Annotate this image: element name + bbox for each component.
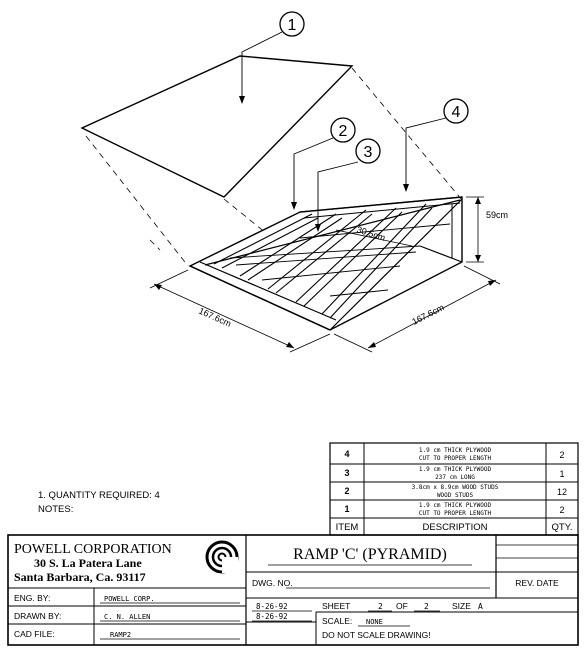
rev-date-label: REV. DATE <box>515 578 559 588</box>
dwg-no-label: DWG. NO. <box>252 578 293 588</box>
date-2: 8-26-92 <box>256 612 288 621</box>
eng-by-label: ENG. BY: <box>14 593 51 603</box>
callout-2 <box>331 118 355 142</box>
svg-text:DESCRIPTION: DESCRIPTION <box>422 522 488 533</box>
size-label: SIZE <box>452 601 471 611</box>
of-label: OF <box>396 601 408 611</box>
svg-text:CUT TO PROPER LENGTH: CUT TO PROPER LENGTH <box>418 510 492 517</box>
svg-text:CUT TO PROPER LENGTH: CUT TO PROPER LENGTH <box>418 455 492 462</box>
do-not-scale-note: DO NOT SCALE DRAWING! <box>322 630 431 640</box>
dim-height: 59cm <box>486 210 509 220</box>
svg-text:3: 3 <box>344 468 350 478</box>
svg-text:4: 4 <box>344 449 350 459</box>
svg-text:2: 2 <box>344 486 350 496</box>
eng-by-value: POWELL CORP. <box>104 595 155 603</box>
scale-value: NONE <box>366 618 383 626</box>
ramp-isometric-drawing <box>82 12 508 352</box>
svg-text:2: 2 <box>559 505 565 515</box>
parts-list-header <box>336 522 573 533</box>
callout-4 <box>444 99 468 123</box>
note-quantity: 1. QUANTITY REQUIRED: 4 <box>38 490 160 501</box>
company-name: POWELL CORPORATION <box>14 542 172 557</box>
powell-logo-icon <box>207 542 238 573</box>
sheet-total: 2 <box>424 602 429 611</box>
title-block <box>8 535 578 645</box>
sheet-number: 2 <box>378 602 383 611</box>
svg-text:1: 1 <box>287 17 297 34</box>
cad-file-value: RAMP2 <box>110 631 132 639</box>
svg-text:QTY.: QTY. <box>551 522 573 533</box>
callout-1 <box>280 12 304 36</box>
parts-row-item-3 <box>344 466 564 481</box>
date-1: 8-26-92 <box>256 602 288 611</box>
drawn-by-value: C. N. ALLEN <box>104 613 151 621</box>
scale-label: SCALE: <box>322 616 353 626</box>
notes-label: NOTES: <box>38 504 74 515</box>
svg-text:1.9 cm THICK PLYWOOD: 1.9 cm THICK PLYWOOD <box>418 502 492 509</box>
svg-text:4: 4 <box>451 104 461 121</box>
svg-text:WOOD STUDS: WOOD STUDS <box>436 492 474 499</box>
svg-text:1.9 cm THICK PLYWOOD: 1.9 cm THICK PLYWOOD <box>418 466 492 473</box>
svg-text:1: 1 <box>344 504 350 514</box>
dim-width-right: 167.6cm <box>410 302 446 327</box>
dim-width-left: 167.6cm <box>197 305 233 329</box>
top-panel <box>82 56 352 197</box>
svg-text:3: 3 <box>363 144 373 161</box>
company-address-2: Santa Barbara, Ca. 93117 <box>14 570 146 584</box>
svg-text:2: 2 <box>559 450 565 460</box>
parts-list <box>330 443 578 535</box>
parts-row-item-1 <box>344 502 564 517</box>
cad-file-label: CAD FILE: <box>14 629 55 639</box>
dim-stud-spacing: 30.5cm <box>355 224 387 244</box>
svg-text:1: 1 <box>559 469 565 479</box>
parts-row-item-2 <box>344 484 567 499</box>
sheet-label: SHEET <box>322 601 351 611</box>
svg-text:3.8cm x 8.9cm WOOD STUDS: 3.8cm x 8.9cm WOOD STUDS <box>411 484 499 491</box>
svg-text:237 cm LONG: 237 cm LONG <box>435 474 475 481</box>
drawing-title: RAMP 'C' (PYRAMID) <box>293 546 447 563</box>
drawn-by-label: DRAWN BY: <box>14 611 62 621</box>
ramp-body <box>190 197 462 330</box>
svg-text:1.9 cm THICK PLYWOOD: 1.9 cm THICK PLYWOOD <box>418 447 492 454</box>
size-value: A <box>478 602 483 611</box>
callout-3 <box>356 139 380 163</box>
svg-text:2: 2 <box>338 123 348 140</box>
svg-text:12: 12 <box>556 487 568 497</box>
svg-text:ITEM: ITEM <box>335 522 359 533</box>
parts-row-item-4 <box>344 447 564 462</box>
company-address-1: 30 S. La Patera Lane <box>34 556 142 570</box>
